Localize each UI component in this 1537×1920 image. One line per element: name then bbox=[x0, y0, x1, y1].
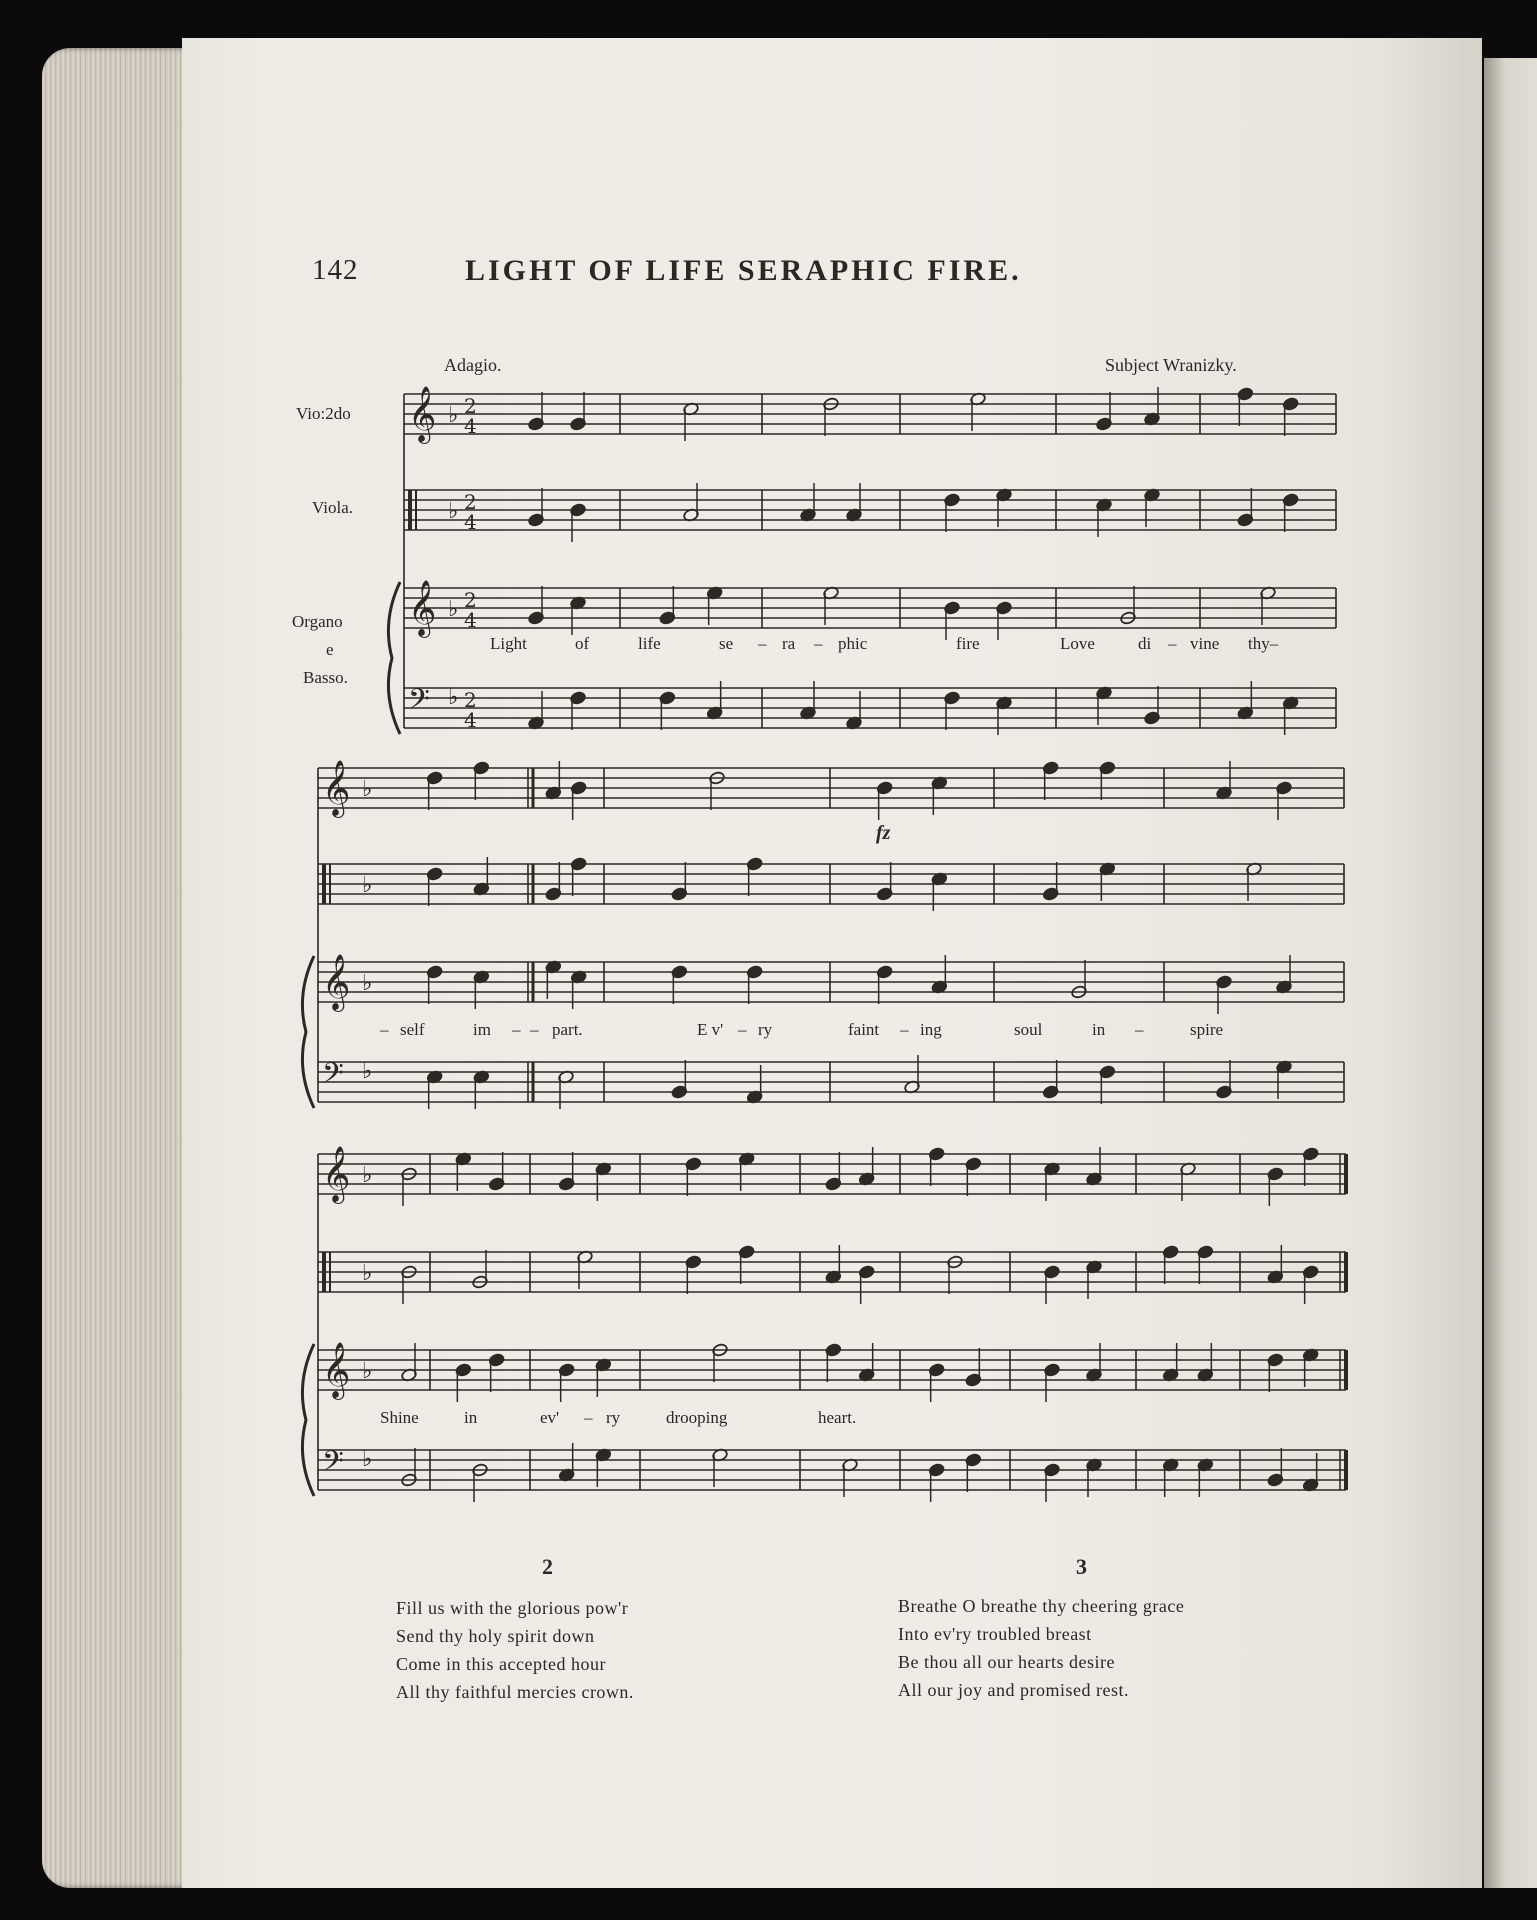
instrument-label-violin: Vio:2do bbox=[296, 404, 351, 423]
lyric-hyphen: – bbox=[758, 634, 767, 653]
alto-clef bbox=[415, 490, 417, 530]
verse-line: Breathe O breathe thy cheering grace bbox=[898, 1596, 1185, 1616]
lyric-syllable: ra bbox=[782, 634, 796, 653]
brace bbox=[388, 582, 400, 734]
lyric-hyphen: – bbox=[584, 1408, 593, 1427]
treble-clef: 𝄞 bbox=[408, 580, 437, 636]
lyric-hyphen: – bbox=[900, 1020, 909, 1039]
key-signature-flat: ♭ bbox=[362, 1261, 373, 1286]
time-signature: 4 bbox=[464, 510, 477, 534]
verse-line: All thy faithful mercies crown. bbox=[396, 1682, 634, 1702]
lyric-syllable: faint bbox=[848, 1020, 880, 1039]
treble-clef: 𝄞 bbox=[322, 760, 351, 816]
brace bbox=[302, 956, 314, 1108]
key-signature-flat: ♭ bbox=[448, 403, 459, 428]
alto-clef bbox=[329, 1252, 331, 1292]
page-title: LIGHT OF LIFE SERAPHIC FIRE. bbox=[465, 254, 1022, 287]
verse-line: Be thou all our hearts desire bbox=[898, 1652, 1115, 1672]
key-signature-flat: ♭ bbox=[448, 499, 459, 524]
lyric-syllable: part. bbox=[552, 1020, 583, 1039]
bass-clef: 𝄢 bbox=[322, 1057, 344, 1097]
treble-clef: 𝄞 bbox=[322, 1146, 351, 1202]
treble-clef: 𝄞 bbox=[322, 1342, 351, 1398]
lyric-hyphen: – bbox=[380, 1020, 389, 1039]
verse-number: 2 bbox=[542, 1554, 553, 1579]
instrument-label-viola: Viola. bbox=[312, 498, 353, 517]
instrument-label-basso: Basso. bbox=[303, 668, 348, 687]
verse-line: Fill us with the glorious pow'r bbox=[396, 1598, 629, 1618]
lyric-syllable: ing bbox=[920, 1020, 942, 1039]
verse-number: 3 bbox=[1076, 1554, 1087, 1579]
bass-clef: 𝄢 bbox=[322, 1445, 344, 1485]
lyric-syllable: in bbox=[464, 1408, 478, 1427]
alto-clef bbox=[408, 490, 412, 530]
time-signature: 2 bbox=[464, 688, 477, 712]
time-signature: 2 bbox=[464, 490, 477, 514]
dynamic-marking: fz bbox=[876, 822, 891, 844]
lyric-syllable: thy– bbox=[1248, 634, 1279, 653]
lyric-syllable: soul bbox=[1014, 1020, 1043, 1039]
treble-clef: 𝄞 bbox=[408, 386, 437, 442]
key-signature-flat: ♭ bbox=[362, 1163, 373, 1188]
tempo-marking: Adagio. bbox=[444, 355, 502, 375]
verse-line: Come in this accepted hour bbox=[396, 1654, 606, 1674]
time-signature: 2 bbox=[464, 588, 477, 612]
instrument-label-organo: Organo bbox=[292, 612, 343, 631]
lyric-syllable: drooping bbox=[666, 1408, 728, 1427]
key-signature-flat: ♭ bbox=[362, 1059, 373, 1084]
verse-line: All our joy and promised rest. bbox=[898, 1680, 1129, 1700]
bass-clef: 𝄢 bbox=[408, 683, 430, 723]
lyric-syllable: di bbox=[1138, 634, 1152, 653]
lyric-hyphen: – bbox=[512, 1020, 521, 1039]
lyric-hyphen: – bbox=[738, 1020, 747, 1039]
key-signature-flat: ♭ bbox=[448, 685, 459, 710]
lyric-syllable: Light bbox=[490, 634, 527, 653]
lyric-hyphen: – bbox=[1168, 634, 1177, 653]
alto-clef bbox=[322, 1252, 326, 1292]
lyric-syllable: vine bbox=[1190, 634, 1220, 653]
lyric-syllable: im bbox=[473, 1020, 491, 1039]
lyric-syllable: spire bbox=[1190, 1020, 1224, 1039]
alto-clef bbox=[329, 864, 331, 904]
lyric-syllable: heart. bbox=[818, 1408, 857, 1427]
time-signature: 4 bbox=[464, 708, 477, 732]
verse-line: Into ev'ry troubled breast bbox=[898, 1624, 1092, 1644]
alto-clef bbox=[322, 864, 326, 904]
page-number: 142 bbox=[312, 254, 359, 286]
verse-line: Send thy holy spirit down bbox=[396, 1626, 595, 1646]
key-signature-flat: ♭ bbox=[362, 971, 373, 996]
time-signature: 2 bbox=[464, 394, 477, 418]
instrument-label-e: e bbox=[326, 640, 334, 659]
key-signature-flat: ♭ bbox=[362, 1359, 373, 1384]
time-signature: 4 bbox=[464, 608, 477, 632]
lyric-syllable: phic bbox=[838, 634, 868, 653]
lyric-syllable: Shine bbox=[380, 1408, 419, 1427]
lyric-syllable: life bbox=[638, 634, 661, 653]
lyric-hyphen: – bbox=[530, 1020, 539, 1039]
composer-attribution: Subject Wranizky. bbox=[1105, 355, 1237, 375]
lyric-hyphen: – bbox=[1135, 1020, 1144, 1039]
lyric-syllable: ry bbox=[758, 1020, 773, 1039]
lyric-hyphen: – bbox=[814, 634, 823, 653]
key-signature-flat: ♭ bbox=[448, 597, 459, 622]
lyric-syllable: self bbox=[400, 1020, 425, 1039]
lyric-syllable: ev' bbox=[540, 1408, 560, 1427]
lyric-syllable: Love bbox=[1060, 634, 1095, 653]
key-signature-flat: ♭ bbox=[362, 873, 373, 898]
lyric-syllable: E v' bbox=[697, 1020, 724, 1039]
time-signature: 4 bbox=[464, 414, 477, 438]
treble-clef: 𝄞 bbox=[322, 954, 351, 1010]
lyric-syllable: ry bbox=[606, 1408, 621, 1427]
lyric-syllable: se bbox=[719, 634, 734, 653]
lyric-syllable: fire bbox=[956, 634, 980, 653]
brace bbox=[302, 1344, 314, 1496]
key-signature-flat: ♭ bbox=[362, 1447, 373, 1472]
lyric-syllable: of bbox=[575, 634, 590, 653]
key-signature-flat: ♭ bbox=[362, 777, 373, 802]
lyric-syllable: in bbox=[1092, 1020, 1106, 1039]
